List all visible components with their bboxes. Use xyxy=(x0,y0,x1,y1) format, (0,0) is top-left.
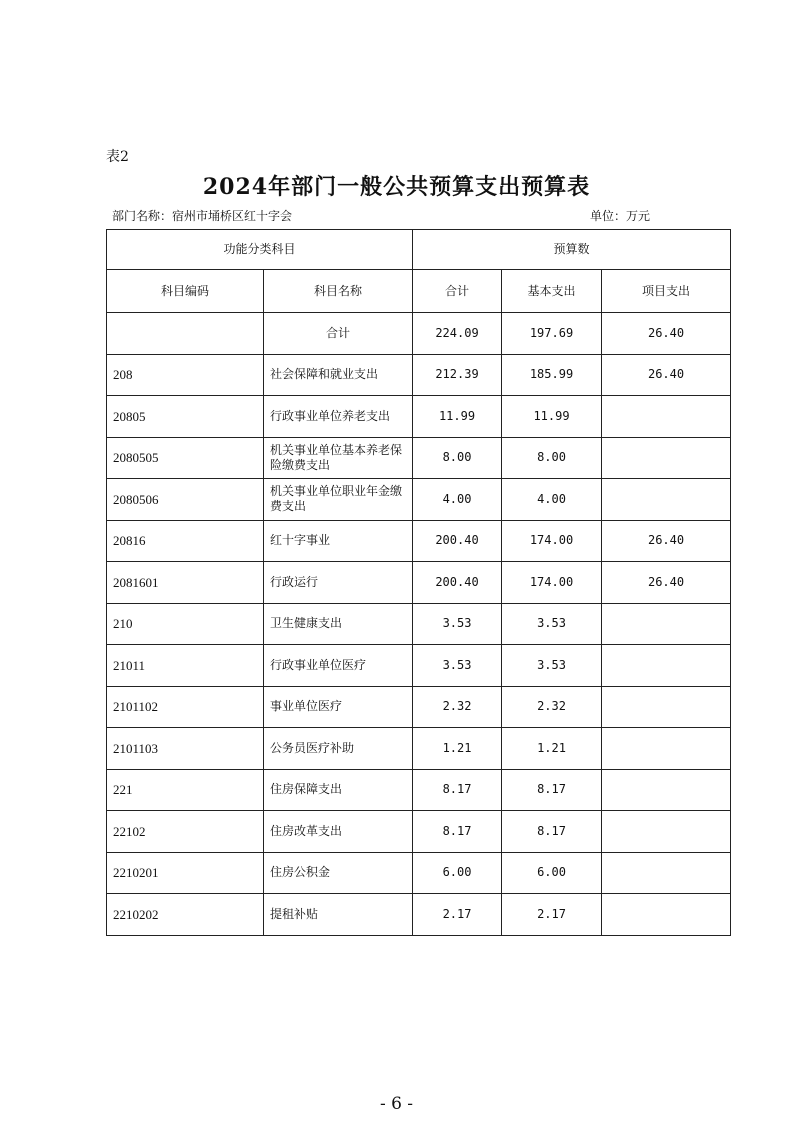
cell-project: 26.40 xyxy=(602,520,731,562)
cell-name: 行政运行 xyxy=(264,562,413,604)
cell-code: 20805 xyxy=(107,396,264,438)
cell-project xyxy=(602,396,731,438)
cell-code: 2081601 xyxy=(107,562,264,604)
cell-name: 行政事业单位医疗 xyxy=(264,645,413,687)
cell-code: 22102 xyxy=(107,811,264,853)
header-code: 科目编码 xyxy=(107,270,264,313)
cell-basic: 11.99 xyxy=(502,396,602,438)
cell-total: 200.40 xyxy=(413,520,502,562)
cell-total: 6.00 xyxy=(413,852,502,894)
cell-total: 200.40 xyxy=(413,562,502,604)
cell-total: 3.53 xyxy=(413,603,502,645)
unit-label: 单位：万元 xyxy=(590,209,651,223)
table-row xyxy=(107,603,731,645)
department-name: 部门名称：宿州市埇桥区红十字会 xyxy=(112,209,293,223)
table-body xyxy=(107,313,731,936)
cell-basic: 3.53 xyxy=(502,603,602,645)
cell-name: 机关事业单位基本养老保险缴费支出 xyxy=(264,437,413,479)
cell-name: 合计 xyxy=(264,313,413,355)
cell-basic: 174.00 xyxy=(502,520,602,562)
cell-code: 208 xyxy=(107,354,264,396)
cell-total: 8.17 xyxy=(413,811,502,853)
table-row xyxy=(107,313,731,355)
cell-project xyxy=(602,769,731,811)
cell-name: 住房改革支出 xyxy=(264,811,413,853)
table-row xyxy=(107,520,731,562)
cell-code: 2101102 xyxy=(107,686,264,728)
cell-project xyxy=(602,686,731,728)
table-row xyxy=(107,645,731,687)
header-total: 合计 xyxy=(413,270,502,313)
cell-project xyxy=(602,728,731,770)
cell-code: 2080505 xyxy=(107,437,264,479)
cell-basic: 6.00 xyxy=(502,852,602,894)
cell-total: 4.00 xyxy=(413,479,502,521)
cell-project xyxy=(602,437,731,479)
header-function-category: 功能分类科目 xyxy=(107,230,413,270)
cell-basic: 197.69 xyxy=(502,313,602,355)
cell-code: 210 xyxy=(107,603,264,645)
table-row xyxy=(107,562,731,604)
cell-code: 2210202 xyxy=(107,894,264,936)
cell-basic: 4.00 xyxy=(502,479,602,521)
cell-basic: 1.21 xyxy=(502,728,602,770)
cell-project: 26.40 xyxy=(602,313,731,355)
cell-basic: 8.17 xyxy=(502,769,602,811)
cell-code: 2210201 xyxy=(107,852,264,894)
cell-project xyxy=(602,811,731,853)
cell-code: 221 xyxy=(107,769,264,811)
cell-name: 机关事业单位职业年金缴费支出 xyxy=(264,479,413,521)
table-row xyxy=(107,894,731,936)
cell-project: 26.40 xyxy=(602,562,731,604)
cell-name: 公务员医疗补助 xyxy=(264,728,413,770)
budget-table xyxy=(106,229,731,936)
cell-project xyxy=(602,852,731,894)
cell-project xyxy=(602,645,731,687)
cell-total: 8.17 xyxy=(413,769,502,811)
cell-name: 提租补贴 xyxy=(264,894,413,936)
cell-basic: 185.99 xyxy=(502,354,602,396)
header-budget-amount: 预算数 xyxy=(413,230,731,270)
header-name: 科目名称 xyxy=(264,270,413,313)
cell-total: 2.17 xyxy=(413,894,502,936)
cell-code: 20816 xyxy=(107,520,264,562)
cell-basic: 3.53 xyxy=(502,645,602,687)
cell-project: 26.40 xyxy=(602,354,731,396)
cell-total: 3.53 xyxy=(413,645,502,687)
cell-project xyxy=(602,603,731,645)
cell-code xyxy=(107,313,264,355)
cell-code: 2101103 xyxy=(107,728,264,770)
table-label: 表2 xyxy=(106,149,129,165)
cell-basic: 174.00 xyxy=(502,562,602,604)
table-row xyxy=(107,811,731,853)
cell-name: 社会保障和就业支出 xyxy=(264,354,413,396)
table-row xyxy=(107,479,731,521)
table-row xyxy=(107,354,731,396)
table-row xyxy=(107,852,731,894)
table-row xyxy=(107,769,731,811)
table-row xyxy=(107,396,731,438)
page-title: 2024年部门一般公共预算支出预算表 xyxy=(202,174,591,200)
table-row xyxy=(107,686,731,728)
cell-code: 21011 xyxy=(107,645,264,687)
cell-name: 住房保障支出 xyxy=(264,769,413,811)
cell-basic: 2.32 xyxy=(502,686,602,728)
cell-basic: 8.00 xyxy=(502,437,602,479)
cell-total: 11.99 xyxy=(413,396,502,438)
cell-name: 事业单位医疗 xyxy=(264,686,413,728)
cell-name: 卫生健康支出 xyxy=(264,603,413,645)
cell-code: 2080506 xyxy=(107,479,264,521)
cell-total: 224.09 xyxy=(413,313,502,355)
cell-name: 行政事业单位养老支出 xyxy=(264,396,413,438)
header-project: 项目支出 xyxy=(602,270,731,313)
cell-project xyxy=(602,479,731,521)
cell-total: 1.21 xyxy=(413,728,502,770)
table-row xyxy=(107,728,731,770)
cell-project xyxy=(602,894,731,936)
header-basic: 基本支出 xyxy=(502,270,602,313)
cell-name: 红十字事业 xyxy=(264,520,413,562)
cell-total: 2.32 xyxy=(413,686,502,728)
cell-basic: 8.17 xyxy=(502,811,602,853)
cell-name: 住房公积金 xyxy=(264,852,413,894)
cell-basic: 2.17 xyxy=(502,894,602,936)
table-row xyxy=(107,437,731,479)
cell-total: 212.39 xyxy=(413,354,502,396)
cell-total: 8.00 xyxy=(413,437,502,479)
page-number: - 6 - xyxy=(379,1094,414,1114)
